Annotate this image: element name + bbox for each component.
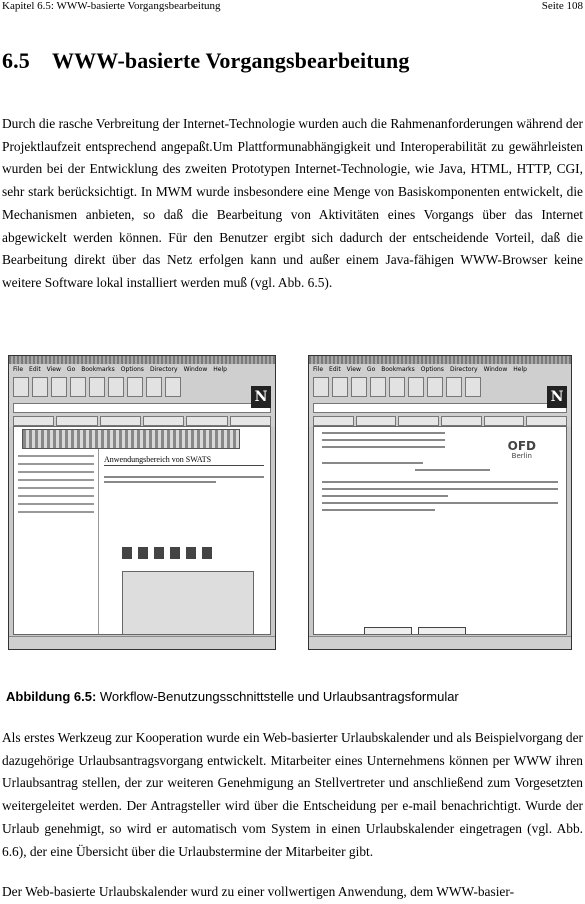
inbox-panel (122, 571, 254, 635)
body-paragraph-1: Durch die rasche Verbreitung der Internet-Technologie wurden auch die Rahmenanforderungen während der Projektlaufzeit entsprechend angepaßt.Um Plattformunabhängigkeit und Interoperabilität zu gewährleisten wurden bei der Entwicklung des zweiten Prototypen Internet-Technologie, wie Java, HTML, HTTP, CGI, sehr stark berücksichtigt. In MWM wurde insbesondere eine Menge von Basiskomponenten entwickelt, die Mechanismen anbieten, so daß die Bearbeitung von Aktivitäten eines Vorgangs über das Internet abgewickelt werden können. Für den Benutzer ergibt sich dadurch der entscheidende Vorteil, daß die Bearbeitung direkt über das Netz erfolgen kann und außer einem Java-fähigen WWW-Browser keine weitere Software lokal installiert werden muß (vgl. Abb. 6.5). (2, 116, 583, 290)
browser-menubar: File Edit View Go Bookmarks Options Directory Window Help (309, 364, 571, 375)
figure-screenshot-form (308, 355, 572, 650)
back-icon (13, 377, 29, 397)
page-content (13, 426, 271, 635)
page-number: Seite 108 (541, 0, 583, 12)
menu-options: Options (120, 366, 144, 373)
menu-window: Window (183, 366, 208, 373)
ofd-logo: OFD Berlin (507, 439, 536, 460)
browser-toolbar (9, 375, 275, 401)
window-titlebar (309, 356, 571, 364)
menu-view: View (46, 366, 61, 373)
workflow-sidebar (14, 449, 99, 634)
section-number: 6.5 (2, 48, 30, 73)
stop-icon (165, 377, 181, 397)
find-icon (146, 377, 162, 397)
menu-edit: Edit (29, 366, 41, 373)
area-text-lines (104, 473, 264, 486)
form-content (313, 426, 567, 635)
chapter-header: Kapitel 6.5: WWW-basierte Vorgangsbearbeitung (2, 0, 221, 12)
location-bar (9, 401, 275, 415)
url-field (13, 403, 271, 413)
status-bar (309, 636, 571, 649)
browser-toolbar (309, 375, 571, 401)
section-heading (2, 48, 409, 74)
netscape-logo: N (547, 386, 567, 408)
submit-button (364, 627, 412, 635)
status-bar (9, 636, 275, 649)
browser-menubar (9, 364, 275, 375)
tool-icon-row (122, 547, 212, 559)
forward-icon (32, 377, 48, 397)
body-paragraph-3: Der Web-basierte Urlaubskalender wurd zu einer vollwertigen Anwendung, dem WWW-basier- (2, 884, 515, 899)
print-icon (127, 377, 143, 397)
section-title: WWW-basierte Vorgangsbearbeitung (52, 48, 410, 73)
figure-screenshot-workflow (8, 355, 276, 650)
menu-help: Help (213, 366, 227, 373)
location-bar (309, 401, 571, 415)
menu-go: Go (66, 366, 76, 373)
figure-caption: Abbildung 6.5: Workflow-Benutzungsschnittstelle und Urlaubsantragsformular (6, 689, 459, 704)
running-header (0, 0, 585, 12)
reset-button (418, 627, 466, 635)
window-titlebar (9, 356, 275, 364)
body-paragraph-2: Als erstes Werkzeug zur Kooperation wurde ein Web-basierter Urlaubskalender und als Beispielvorgang der dazugehörige Urlaubsantragsvorgang entwickelt. Mitarbeiter eines Unternehmens können per WWW ihren Urlaubsantrag stellen, der zur weiteren Genehmigung an Stellvertreter und anschließend zum Vorgesetzten weitergeleitet werden. Der Antragsteller wird über die Entscheidung per e-mail benachrichtigt. Wurde der Urlaub genehmigt, so wird er automatisch vom System in einen Urlaubskalender eingetragen (vgl. Abb. 6.6), der eine Übersicht über die Urlaubstermine der Mitarbeiter gibt. (2, 730, 583, 859)
menu-bookmarks: Bookmarks (81, 366, 115, 373)
menu-directory: Directory (149, 366, 178, 373)
reload-icon (70, 377, 86, 397)
netscape-logo: N (251, 386, 271, 408)
form-buttons (364, 627, 466, 635)
home-icon (51, 377, 67, 397)
area-heading: Anwendungsbereich von SWATS (104, 455, 264, 466)
flowflow-banner (22, 429, 240, 449)
menu-file: File (13, 366, 24, 373)
open-icon (108, 377, 124, 397)
images-icon (89, 377, 105, 397)
